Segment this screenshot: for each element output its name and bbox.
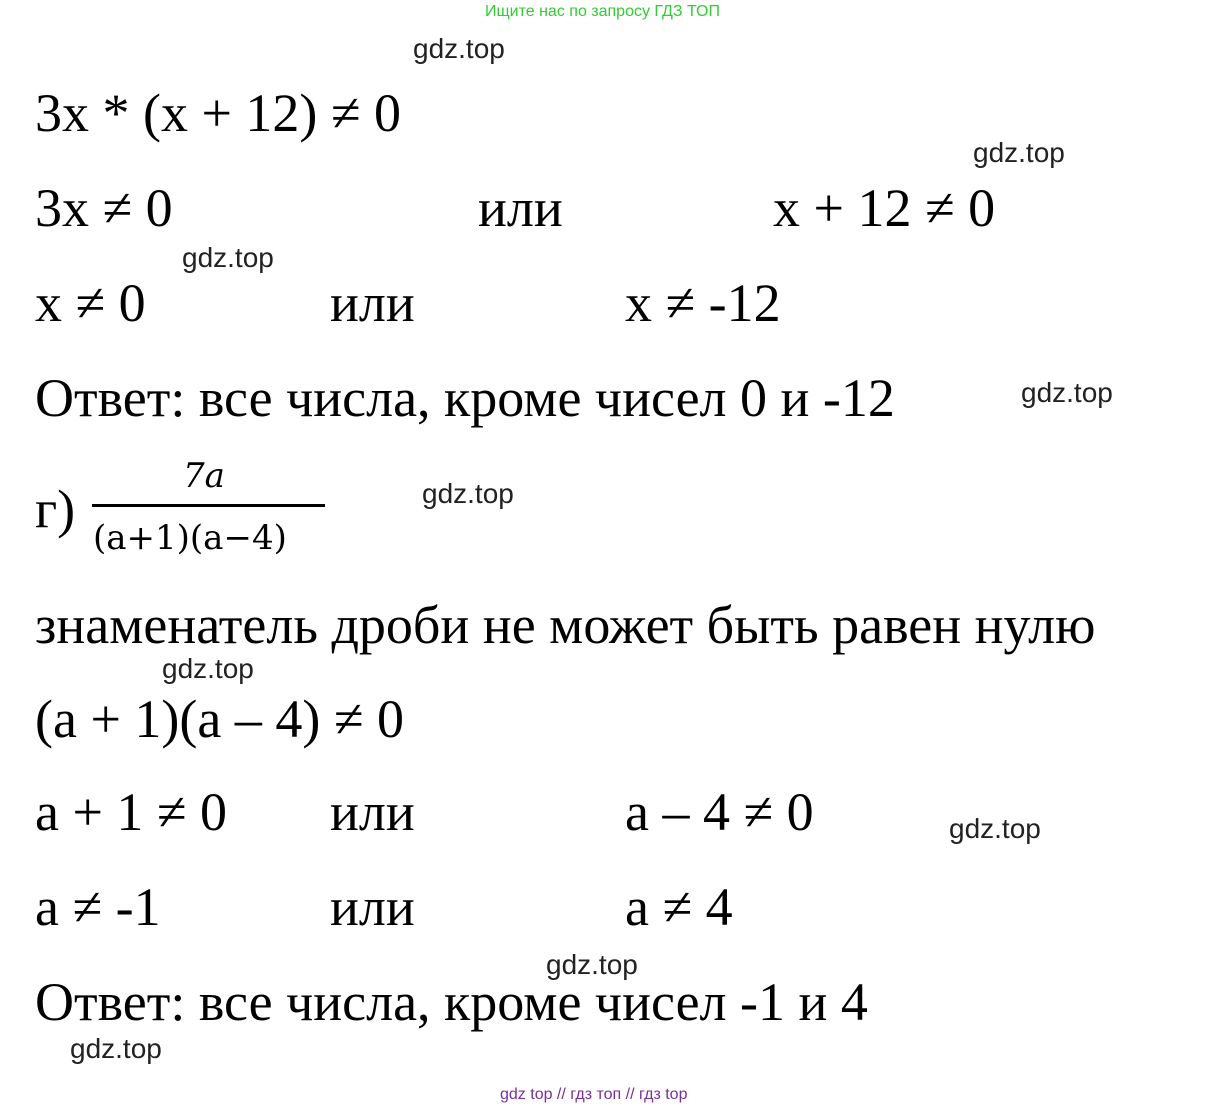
fraction-bar (92, 504, 325, 507)
connector-or: или (330, 782, 415, 842)
watermark: gdz.top (546, 949, 638, 980)
equation-line: (a + 1)(a – 4) ≠ 0 (35, 689, 404, 749)
watermark: gdz.top (182, 242, 274, 273)
top-banner: Ищите нас по запросу ГДЗ ТОП (485, 3, 720, 20)
connector-or: или (330, 877, 415, 937)
item-label: г) (35, 479, 76, 539)
watermark: gdz.top (973, 137, 1065, 168)
answer-line: Ответ: все числа, кроме чисел -1 и 4 (35, 972, 868, 1032)
equation-left: 3x ≠ 0 (35, 178, 173, 238)
answer-line: Ответ: все числа, кроме чисел 0 и -12 (35, 368, 895, 428)
watermark: gdz.top (949, 813, 1041, 844)
equation-left: x ≠ 0 (35, 273, 146, 333)
watermark: gdz.top (162, 653, 254, 684)
equation-right: x + 12 ≠ 0 (773, 178, 996, 238)
equation-right: a – 4 ≠ 0 (625, 782, 814, 842)
watermark: gdz.top (413, 33, 505, 64)
equation-right: a ≠ 4 (625, 877, 733, 937)
watermark: gdz.top (1021, 377, 1113, 408)
watermark: gdz.top (422, 478, 514, 509)
equation-left: a ≠ -1 (35, 877, 161, 937)
footer-links[interactable]: gdz top // гдз топ // гдз top (500, 1086, 688, 1103)
connector-or: или (478, 178, 563, 238)
fraction-numerator: 7a (183, 456, 225, 496)
equation-left: a + 1 ≠ 0 (35, 782, 228, 842)
equation-right: x ≠ -12 (625, 273, 781, 333)
equation-line: 3x * (x + 12) ≠ 0 (35, 83, 402, 143)
connector-or: или (330, 273, 415, 333)
fraction-denominator: (a+1)(a−4) (93, 518, 287, 558)
explanation-line: знаменатель дроби не может быть равен нулю (35, 595, 1096, 655)
watermark: gdz.top (70, 1033, 162, 1064)
